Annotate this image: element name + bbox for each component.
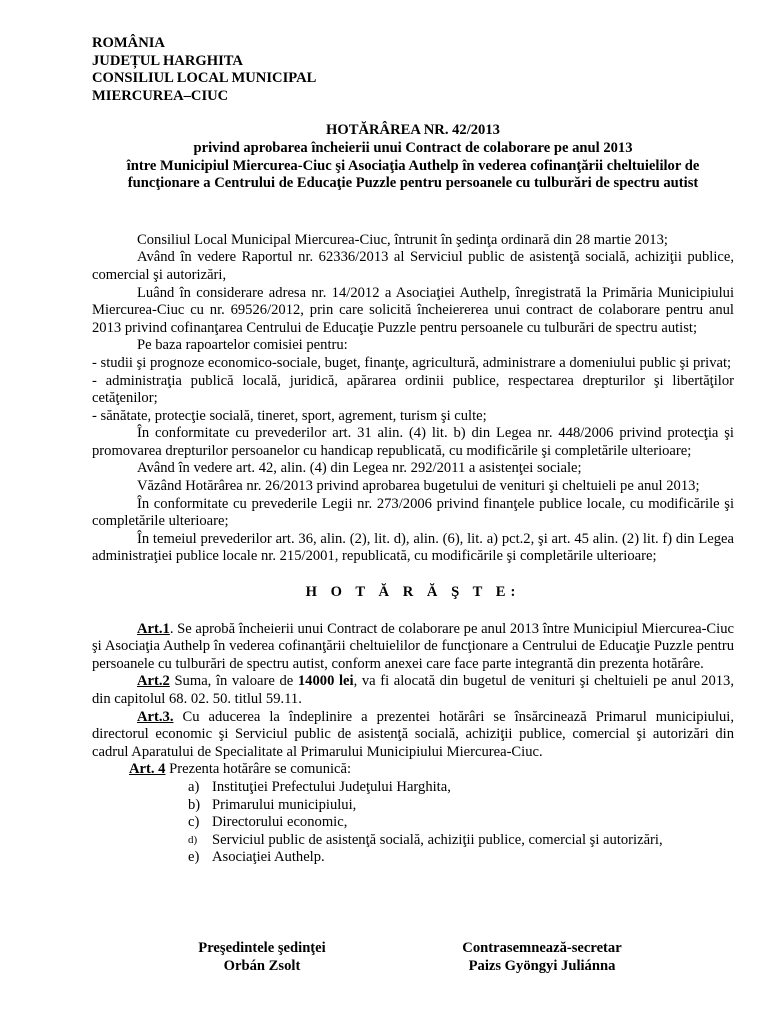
decision-number: HOTĂRÂREA NR. 42/2013 [326, 122, 500, 139]
header-council: CONSILIUL LOCAL MUNICIPAL [92, 70, 317, 87]
preamble-report: Având în vedere Raportul nr. 62336/2013 al Serviciul public de asistenţă socială, achiziţii publice, comercial şi autorizări, [92, 249, 734, 283]
article-1 [92, 621, 734, 674]
title-line-1: privind aprobarea încheierii unui Contract de colaborare pe anul 2013 [193, 139, 633, 156]
commission-item: - studii şi prognoze economico-sociale, buget, finanţe, agricultură, administrare a domeniului public şi privat; [92, 354, 732, 371]
issuer-header [92, 35, 734, 105]
article-1-label: Art.1 [137, 620, 170, 637]
preamble-budget: Văzând Hotărârea nr. 26/2013 privind aprobarea bugetului de venituri şi cheltuieli pe anul 2013; [137, 478, 700, 495]
header-city: MIERCUREA–CIUC [92, 87, 229, 104]
article-4 [92, 761, 734, 779]
chair-role: Preşedintele şedinţei [198, 940, 326, 956]
signature-chair [162, 940, 362, 975]
preamble-address: Luând în considerare adresa nr. 14/2012 a Asociaţiei Authelp, înregistrată la Primăria Municipiului Miercurea-Ciuc cu nr. 69526/2012, prin care solicită încheiererea unui contract de colaborare pentru anul 2013 privind cofinanţarea Centrului de Educaţie Puzzle pentru persoanele cu tulburări de spectru autist; [92, 284, 734, 336]
signature-secretary [442, 940, 642, 975]
list-item-text: Primarului municipiului, [212, 796, 357, 813]
list-marker: a) [188, 778, 200, 795]
article-3-label: Art.3. [137, 708, 174, 725]
list-item-text: Instituţiei Prefectului Judeţului Harghita, [212, 778, 451, 795]
preamble-law-215: În temeiul prevederilor art. 36, alin. (2), lit. d), alin. (6), lit. a) pct.2, şi art. 45 alin. (2) lit. f) din Legea administraţiei publice locale nr. 215/2001, republicată, cu modificările şi completările ulterioare; [92, 530, 734, 565]
list-marker: c) [188, 814, 200, 831]
list-marker: e) [188, 849, 200, 866]
document-page [92, 35, 734, 867]
preamble [92, 232, 734, 566]
article-2-amount: 14000 lei [297, 673, 354, 690]
commission-item: - administraţia publică locală, juridică, apărarea ordinii publice, respectarea drepturilor şi libertăţilor cetăţenilor; [92, 372, 734, 407]
preamble-session: Consiliul Local Municipal Miercurea-Ciuc, întrunit în şedinţa ordinară din 28 martie 2013; [137, 231, 668, 248]
decision-heading: H O T Ă R Ă Ş T E: [305, 584, 521, 601]
secretary-role: Contrasemnează-secretar [462, 940, 622, 956]
list-item [92, 832, 734, 850]
article-4-text: Prezenta hotărâre se comunică: [165, 761, 352, 778]
article-3 [92, 709, 734, 762]
article-3-text: Cu aducerea la îndeplinire a prezentei hotărâri se însărcinează Primarul municipiului, directorul economic şi Serviciul public de asistenţă socială, achiziţii publice, comercial şi autorizări din cadrul Aparatului de Specialitate al Primarului Municipiului Miercurea-Ciuc. [92, 708, 734, 760]
list-item-text: Serviciul public de asistenţă socială, achiziţii publice, comercial şi autorizări, [212, 831, 663, 848]
list-item [92, 814, 734, 832]
preamble-law-448: În conformitate cu prevederilor art. 31 alin. (4) lit. b) din Legea nr. 448/2006 privind protecţia şi promovarea drepturilor persoanelor cu handicap republicată, cu modificările şi completările ulterioare; [92, 425, 734, 459]
list-item [92, 849, 734, 867]
title-line-3: funcţionare a Centrului de Educaţie Puzzle pentru persoanele cu tulburări de spectru autist [127, 175, 699, 192]
list-item [92, 797, 734, 815]
list-marker: d) [188, 833, 198, 846]
recipients-list [92, 779, 734, 867]
header-country: ROMÂNIA [92, 35, 165, 51]
article-2 [92, 673, 734, 708]
article-2-label: Art.2 [137, 673, 170, 690]
commission-item: - sănătate, protecţie socială, tineret, sport, agrement, turism şi culte; [92, 407, 487, 424]
article-2-text-after: , va fi alocată din bugetul de venituri şi cheltuieli pe anul 2013, din capitolul 68. 02. 50. titlul 59.11. [92, 673, 734, 707]
title-line-2: între Municipiul Miercurea-Ciuc şi Asociaţia Authelp în vederea cofinanţării cheltuielilor de [126, 157, 700, 174]
articles [92, 621, 734, 867]
list-item-text: Asociaţiei Authelp. [212, 849, 325, 866]
decision-title [92, 122, 734, 192]
secretary-name: Paizs Gyöngyi Juliánna [468, 957, 616, 974]
list-item-text: Directorului economic, [212, 814, 348, 831]
article-4-label: Art. 4 [129, 761, 166, 778]
preamble-law-292: Având în vedere art. 42, alin. (4) din Legea nr. 292/2011 a asistenţei sociale; [137, 460, 582, 477]
preamble-law-273: În conformitate cu prevederile Legii nr. 273/2006 privind finanţele publice locale, cu modificările şi completările ulterioare; [92, 495, 734, 530]
preamble-commissions: Pe baza rapoartelor comisiei pentru: [137, 337, 348, 354]
list-item [92, 779, 734, 797]
article-2-text-before: Suma, în valoare de [169, 673, 298, 690]
article-1-text: . Se aprobă încheierii unui Contract de colaborare pe anul 2013 între Municipiul Miercurea-Ciuc şi Asociaţia Authelp în vederea cofinanţării cheltuielilor de funcţionare a Centrului de Educaţie Puzzle pentru persoanele cu tulburări de spectru autist, conform anexei care face parte integrantă din prezenta hotărâre. [92, 620, 734, 672]
signature-block [92, 940, 692, 980]
list-marker: b) [188, 796, 201, 813]
header-county: JUDEȚUL HARGHITA [92, 52, 243, 69]
chair-name: Orbán Zsolt [223, 957, 301, 974]
